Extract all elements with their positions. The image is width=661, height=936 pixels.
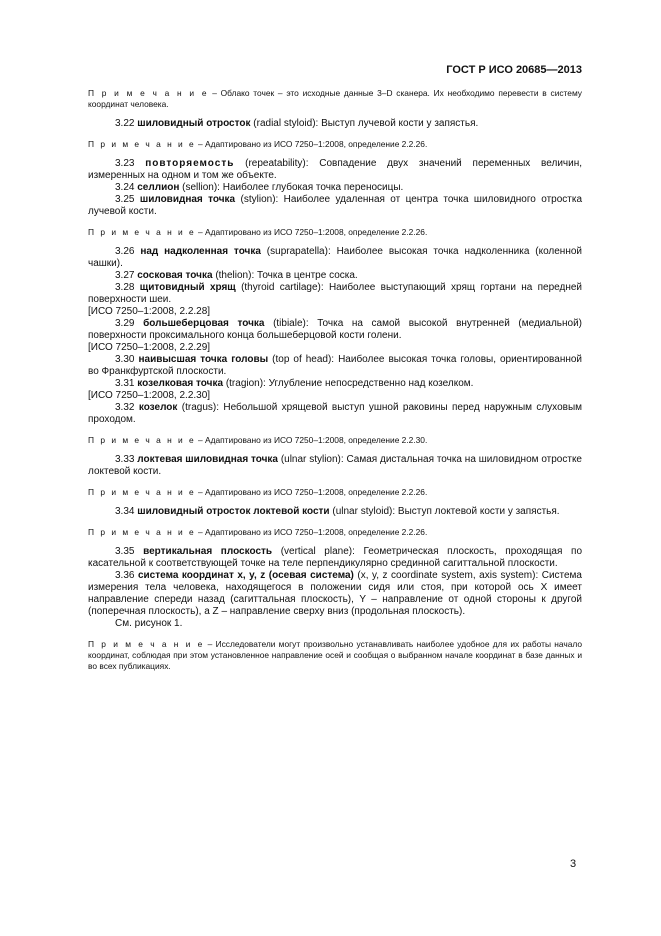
- term-entry: [88, 354, 582, 378]
- document-header: ГОСТ Р ИСО 20685—2013: [446, 64, 582, 76]
- entry-term: селлион: [137, 182, 180, 193]
- entry-number: 3.35: [115, 546, 135, 557]
- entry-number: 3.34: [115, 506, 135, 517]
- note-label: П р и м е ч а н и е: [88, 139, 196, 149]
- entry-number: 3.33: [115, 454, 135, 465]
- document-body: [88, 88, 582, 672]
- entry-term: наивысшая точка головы: [138, 354, 269, 365]
- entry-number: 3.26: [115, 246, 135, 257]
- note-text: – Исследователи могут произвольно устанавливать наиболее удобное для их работы начало координат, соблюдая при этом установленное направление осей и сообщая о выбранном начале координат в базе данных и во всех публикациях.: [88, 639, 583, 671]
- entry-term: над надколенная точка: [140, 246, 261, 257]
- note: [88, 139, 582, 150]
- entry-definition: (tibiale): Точка на самой высокой внутренней (медиальной) поверхности проксимального конца большеберцовой кости голени.: [88, 318, 582, 341]
- note-text: – Адаптировано из ИСО 7250–1:2008, определение 2.2.26.: [198, 139, 428, 149]
- entry-definition: (stylion): Наиболее удаленная от центра точка шиловидного отростка лучевой кости.: [88, 194, 583, 217]
- note-label: П р и м е ч а н и е: [88, 435, 196, 445]
- entry-term: шиловидный отросток локтевой кости: [137, 506, 330, 517]
- entry-number: 3.25: [115, 194, 135, 205]
- note-text: – Адаптировано из ИСО 7250–1:2008, определение 2.2.30.: [198, 435, 428, 445]
- entry-definition: (ulnar stylion): Самая дистальная точка на шиловидном отростке локтевой кости.: [88, 454, 582, 477]
- entry-number: 3.27: [115, 270, 135, 281]
- entry-term: козелок: [138, 402, 178, 413]
- entry-term: козелковая точка: [137, 378, 224, 389]
- note-label: П р и м е ч а н и е: [88, 639, 205, 649]
- entry-term: система координат x, y, z (осевая система): [137, 570, 354, 581]
- entry-number: 3.29: [115, 318, 135, 329]
- reference: [ИСО 7250–1:2008, 2.2.28]: [88, 306, 211, 317]
- note: [88, 639, 582, 672]
- note-label: П р и м е ч а н и е: [88, 527, 196, 537]
- term-entry: [88, 118, 582, 130]
- entry-definition: (repeatability): Совпадение двух значений переменных величин, измеренных на одном и том же объекте.: [88, 158, 582, 181]
- note: [88, 487, 582, 498]
- figure-reference: См. рисунок 1.: [115, 618, 183, 629]
- entry-number: 3.32: [115, 402, 135, 413]
- note-text: – Адаптировано из ИСО 7250–1:2008, определение 2.2.26.: [198, 227, 428, 237]
- page-number: 3: [570, 858, 577, 870]
- entry-definition: (sellion): Наиболее глубокая точка переносицы.: [182, 182, 404, 193]
- entry-definition: (suprapatella): Наиболее высокая точка надколенника (коленной чашки).: [88, 246, 582, 269]
- note-label: П р и м е ч а н и е: [88, 88, 209, 98]
- term-entry: [88, 318, 582, 342]
- term-entry: [88, 546, 582, 570]
- entry-term: локтевая шиловидная точка: [137, 454, 278, 465]
- term-entry: [88, 270, 582, 282]
- term-entry: [88, 182, 582, 194]
- term-entry: [88, 506, 582, 518]
- entry-number: 3.23: [115, 158, 135, 169]
- entry-number: 3.22: [115, 118, 135, 129]
- note-text: – Адаптировано из ИСО 7250–1:2008, определение 2.2.26.: [198, 527, 428, 537]
- entry-definition: (top of head): Наиболее высокая точка головы, ориентированной во Франкфуртской плоскости.: [88, 354, 583, 377]
- entry-term: вертикальная плоскость: [143, 546, 273, 557]
- note: [88, 88, 582, 110]
- reference: [ИСО 7250–1:2008, 2.2.29]: [88, 342, 211, 353]
- entry-definition: (x, y, z coordinate system, axis system): Система измерения тела человека, находящегося в положении сидя или стоя, при которой ось X имеет направление спереди назад (сагиттальная плоскость), Y – направление от одной стороны к другой (поперечная плоскость), а Z – направление сверху вниз (продольная плоскость).: [88, 570, 582, 617]
- note-label: П р и м е ч а н и е: [88, 227, 196, 237]
- term-entry: [88, 402, 582, 426]
- entry-definition: (tragus): Небольшой хрящевой выступ ушной раковины перед наружным слуховым проходом.: [88, 402, 583, 425]
- entry-term: щитовидный хрящ: [139, 282, 236, 293]
- entry-definition: (tragion): Углубление непосредственно над козелком.: [225, 378, 474, 389]
- term-entry: [88, 282, 582, 306]
- entry-definition: (radial styloid): Выступ лучевой кости у запястья.: [253, 118, 479, 129]
- entry-term: сосковая точка: [137, 270, 213, 281]
- note: [88, 435, 582, 446]
- entry-definition: (thyroid cartilage): Наиболее выступающий хрящ гортани на передней поверхности шеи.: [88, 282, 583, 305]
- note-text: – Облако точек – это исходные данные 3–D сканера. Их необходимо перевести в систему координат человека.: [88, 88, 582, 109]
- entry-definition: (thelion): Точка в центре соска.: [215, 270, 358, 281]
- entry-definition: (vertical plane): Геометрическая плоскость, проходящая по касательной к соответствующей точке на теле перпендикулярно срединной сагиттальной плоскости.: [88, 546, 583, 569]
- term-entry: [88, 246, 582, 270]
- term-entry: [88, 158, 582, 182]
- entry-number: 3.24: [115, 182, 135, 193]
- entry-term: большеберцовая точка: [143, 318, 265, 329]
- entry-number: 3.36: [115, 570, 135, 581]
- entry-number: 3.28: [115, 282, 135, 293]
- reference: [ИСО 7250–1:2008, 2.2.30]: [88, 390, 211, 401]
- entry-term: шиловидная точка: [139, 194, 236, 205]
- entry-term: шиловидный отросток: [137, 118, 251, 129]
- term-entry: [88, 454, 582, 478]
- entry-term: повторяемость: [145, 158, 235, 169]
- term-entry: [88, 570, 582, 618]
- note: [88, 527, 582, 538]
- entry-number: 3.30: [115, 354, 135, 365]
- note-text: – Адаптировано из ИСО 7250–1:2008, определение 2.2.26.: [198, 487, 428, 497]
- term-entry: [88, 194, 582, 218]
- entry-number: 3.31: [115, 378, 135, 389]
- term-entry: [88, 378, 582, 390]
- note-label: П р и м е ч а н и е: [88, 487, 196, 497]
- note: [88, 227, 582, 238]
- entry-definition: (ulnar styloid): Выступ локтевой кости у запястья.: [332, 506, 560, 517]
